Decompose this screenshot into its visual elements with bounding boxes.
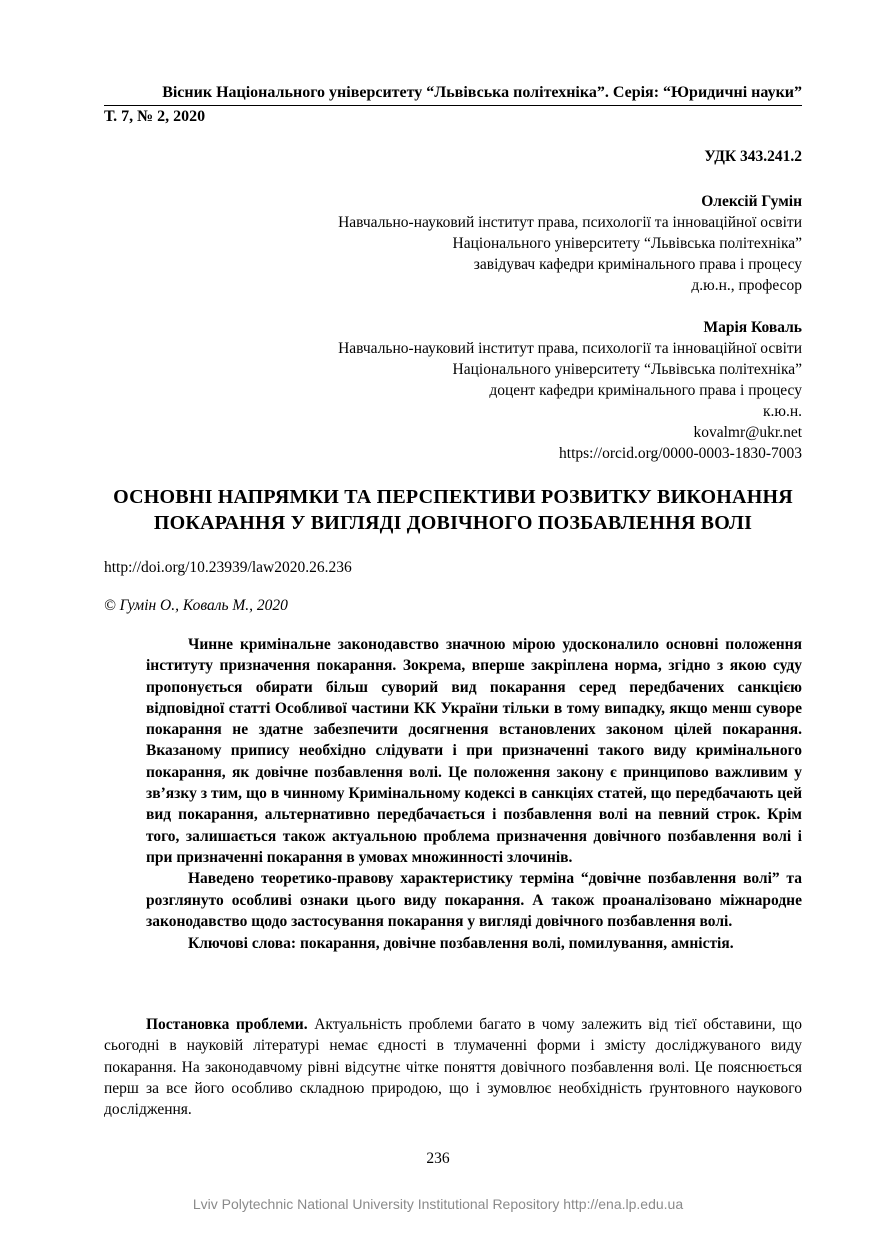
author-name: Марія Коваль: [703, 319, 802, 336]
abstract-paragraph: Наведено теоретико-правову характеристику терміна “довічне позбавлення волі” та розглянуто особливі ознаки цього виду покарання. А також проаналізовано міжнародне законодавство щодо застосування покарання у вигляді довічного позбавлення волі.: [146, 870, 802, 930]
intro-text: Актуальність проблеми багато в чому залежить від тієї обставини, що сьогодні в науковій літературі немає єдності в тлумаченні форми і змісту досліджуваного виду покарання. На законодавчому рівні відсутнє чітке поняття довічного позбавлення волі. Це пояснюється перш за все його особливо складною природою, що і зумовлює необхідність ґрунтовного наукового дослідження.: [104, 1016, 802, 1119]
author-position: доцент кафедри кримінального права і процесу: [489, 382, 802, 399]
author-degree: д.ю.н., професор: [691, 277, 802, 294]
volume-issue: Т. 7, № 2, 2020: [104, 108, 206, 125]
doi-link[interactable]: http://doi.org/10.23939/law2020.26.236: [104, 559, 352, 576]
intro-section: [104, 1014, 802, 1120]
keywords: Ключові слова: покарання, довічне позбавлення волі, помилування, амністія.: [188, 935, 734, 953]
author-name: Олексій Гумін: [701, 193, 802, 210]
author-degree: к.ю.н.: [762, 403, 802, 420]
abstract-paragraph: Чинне кримінальне законодавство значною мірою удосконалило основні положення інституту призначення покарання. Зокрема, вперше закріплена норма, згідно з якою суду пропонується обирати більш суворий вид покарання серед передбачених санкцією відповідної статті Особливої частини КК України тільки в тому випадку, якщо менш суворе покарання не здатне забезпечити досягнення встановлених законом цілей покарання. Вказаному припису необхідно слідувати і при призначенні такого виду кримінального покарання, як довічне позбавлення волі. Це положення закону є принципово важливим у зв’язку з тим, що в чинному Кримінальному кодексі в санкціях статей, що передбачають цей вид покарання, альтернативно передбачається і позбавлення волі на певний строк. Крім того, залишається також актуальною проблема призначення довічного позбавлення волі і при призначенні покарання в умовах множинності злочинів.: [146, 636, 802, 866]
article-title: [90, 484, 816, 536]
abstract: [146, 634, 802, 954]
section-heading: Постановка проблеми.: [146, 1016, 308, 1033]
intro-paragraph: [104, 1014, 802, 1120]
author-position: завідувач кафедри кримінального права і процесу: [473, 256, 802, 273]
repository-footer[interactable]: Lviv Polytechnic National University Institutional Repository http://ena.lp.edu.ua: [192, 1196, 684, 1212]
author-email[interactable]: kovalmr@ukr.net: [693, 424, 802, 441]
page-number: 236: [426, 1150, 450, 1167]
author-affiliation: Навчально-науковий інститут права, психології та інноваційної освіти: [338, 214, 802, 231]
author-affiliation: Національного університету “Львівська політехніка”: [452, 235, 802, 252]
article-title-line: ОСНОВНІ НАПРЯМКИ ТА ПЕРСПЕКТИВИ РОЗВИТКУ ВИКОНАННЯ: [113, 486, 793, 508]
author-affiliation: Національного університету “Львівська політехніка”: [452, 361, 802, 378]
article-title-line: ПОКАРАННЯ У ВИГЛЯДІ ДОВІЧНОГО ПОЗБАВЛЕННЯ ВОЛІ: [153, 512, 753, 534]
journal-header: Вісник Національного університету “Львівська політехніка”. Серія: “Юридичні науки”: [104, 84, 802, 106]
author-affiliation: Навчально-науковий інститут права, психології та інноваційної освіти: [338, 340, 802, 357]
udk-code: УДК 343.241.2: [704, 148, 802, 165]
copyright: © Гумін О., Коваль М., 2020: [104, 597, 288, 614]
author-orcid[interactable]: https://orcid.org/0000-0003-1830-7003: [559, 445, 802, 462]
